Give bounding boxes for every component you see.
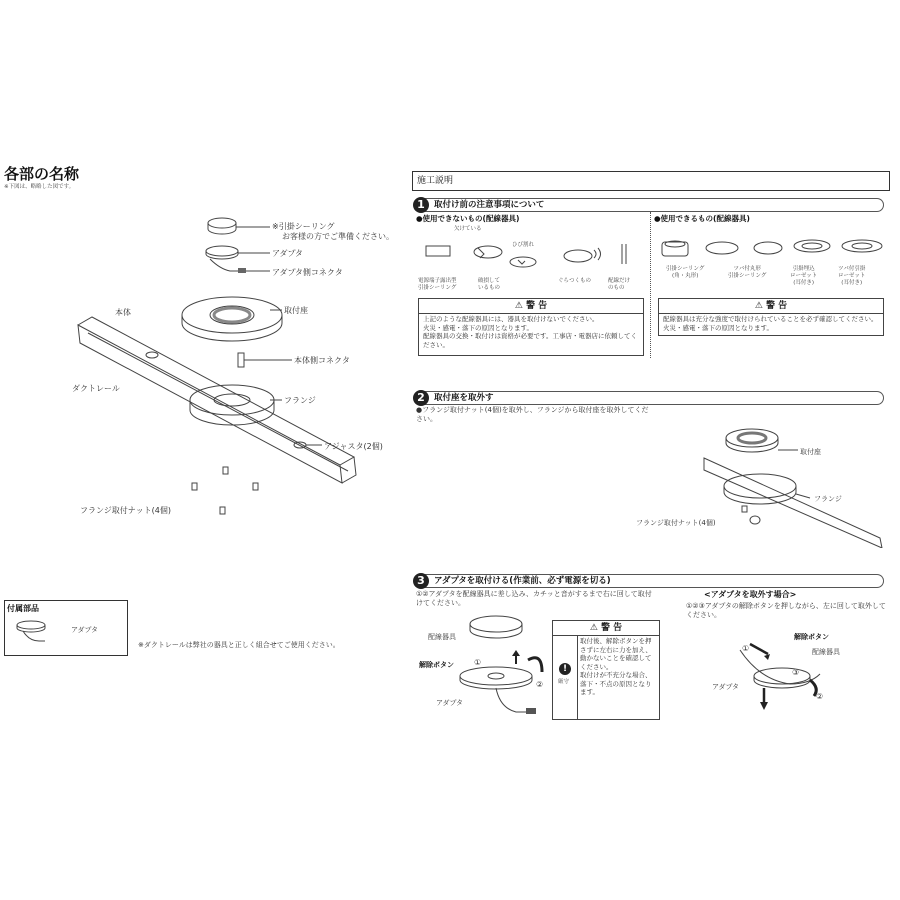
label-exposed: 電源端子露出型 引掛シーリング: [418, 278, 457, 291]
step3-label-wiring: 配線器具: [428, 633, 456, 641]
step2-label-flange: フランジ: [814, 495, 842, 503]
remove-label-adapter: アダプタ: [712, 683, 740, 691]
label-adjuster: アジャスタ(2個): [324, 442, 383, 451]
step3-label-c1: ①: [474, 658, 482, 667]
label-loose: ぐらつくもの: [558, 278, 591, 284]
step3-label-c2: ②: [536, 680, 544, 689]
remove-label-c3: ③: [792, 668, 800, 677]
usable-devices: [656, 234, 890, 266]
remove-label-wiring: 配線器具: [812, 648, 840, 656]
warning-head: ⚠ 警 告: [419, 299, 643, 314]
step3-warning-box: [552, 620, 660, 720]
label-body-connector: 本体側コネクタ: [294, 356, 350, 365]
remove-label-c1: ①: [742, 644, 750, 653]
warning-box-usable: [658, 298, 884, 336]
label-ceiling: ※引掛シーリング: [272, 222, 335, 231]
label-flange: フランジ: [284, 396, 316, 405]
label-chipped: 欠けている: [454, 226, 482, 232]
warning-divider: [577, 635, 578, 719]
warning-head: ⚠ 警 告: [659, 299, 883, 314]
step1-title: 取付け前の注意事項について: [434, 200, 545, 210]
label-mount: 取付座: [284, 306, 308, 315]
warning-body: 取付後、解除ボタンを押さずに左右に力を加え、動かないことを確認してください。 取付けが不充分な場合、落下・不点の原因となります。: [580, 637, 652, 696]
step3-title: アダプタを取付ける(作業前、必ず電源を切る): [434, 576, 611, 586]
accessory-item: アダプタ: [71, 626, 99, 634]
label-wiring-only: 配線だけ のもの: [608, 278, 631, 291]
accessory-title: 付属部品: [7, 604, 39, 613]
unusable-title: ●使用できないもの(配線器具): [416, 214, 520, 223]
footnote: ※ダクトレールは弊社の器具と正しく組合せてご使用ください。: [138, 641, 340, 649]
usable-title: ●使用できるもの(配線器具): [654, 214, 750, 223]
accessory-box: [4, 600, 128, 656]
label-embedded-rosette: 引掛埋込 ローゼット (耳付き): [790, 266, 818, 286]
instructions-header: [412, 171, 890, 191]
label-body: 本体: [115, 308, 131, 317]
label-cracked: ひび割れ: [512, 242, 535, 248]
label-adapter-connector: アダプタ側コネクタ: [272, 268, 343, 277]
label-duct-rail: ダクトレール: [72, 384, 120, 393]
label-adapter: アダプタ: [272, 249, 303, 258]
warning-body: 配線器具は充分な強度で取付けられていることを必ず確認してください。火災・感電・落下の原因となります。: [663, 315, 878, 332]
warning-box-unusable: [418, 298, 644, 356]
remove-text: ①②③アダプタの解除ボタンを押しながら、左に回して取外してください。: [686, 602, 886, 619]
step2-label-nut: フランジ取付ナット(4個): [636, 519, 716, 527]
warning-head: ⚠ 警 告: [553, 621, 659, 636]
remove-label-c2: ②: [816, 692, 824, 701]
parts-title: 各部の名称: [4, 165, 80, 183]
step1-divider: [650, 212, 651, 358]
step3-number: 3: [413, 573, 429, 589]
adapter-icon: [13, 617, 53, 647]
label-flange-nut: フランジ取付ナット(4個): [80, 506, 171, 515]
step2-diagram: [700, 418, 890, 548]
warning-head-text: 警 告: [766, 301, 788, 311]
remove-label-release: 解除ボタン: [794, 633, 829, 641]
step3-text: ①②アダプタを配線器具に差し込み、カチッと音がするまで右に回して取付けてください。: [416, 590, 652, 607]
label-hook-ceiling: 引掛シーリング (角・丸形): [666, 266, 705, 279]
step1-number: 1: [413, 197, 429, 213]
header-title: 施工説明: [417, 176, 454, 186]
warning-head-text: 警 告: [526, 301, 548, 311]
step2-text: ●フランジ取付ナット(4個)を取外し、フランジから取付座を取外してください。: [416, 406, 649, 423]
step2-number: 2: [413, 390, 429, 406]
label-broken: 破損して いるもの: [478, 278, 501, 291]
warning-body: 上記のような配線器具には、器具を取付けないでください。 火災・感電・落下の原因となります。 配線器具の交換・取付けは資格が必要です。工事店・電器店に依頼してください。: [423, 315, 637, 349]
mandatory-label: 厳守: [558, 679, 570, 685]
mandatory-icon: !: [559, 663, 571, 675]
parts-note: ※下図は、略略した図です。: [4, 184, 75, 190]
step2-label-mount: 取付座: [800, 448, 821, 456]
step3-label-adapter: アダプタ: [436, 699, 464, 707]
step2-title: 取付座を取外す: [434, 393, 494, 403]
label-flanged-round: ツバ付丸形 引掛シーリング: [728, 266, 767, 279]
remove-title: <アダプタを取外す場合>: [704, 590, 797, 599]
label-flanged-rosette: ツバ付引掛 ローゼット (耳付き): [838, 266, 866, 286]
label-ceiling-note: お客様の方でご準備ください。: [282, 232, 394, 241]
step3-label-release: 解除ボタン: [419, 661, 454, 669]
warning-head-text: 警 告: [601, 623, 623, 633]
